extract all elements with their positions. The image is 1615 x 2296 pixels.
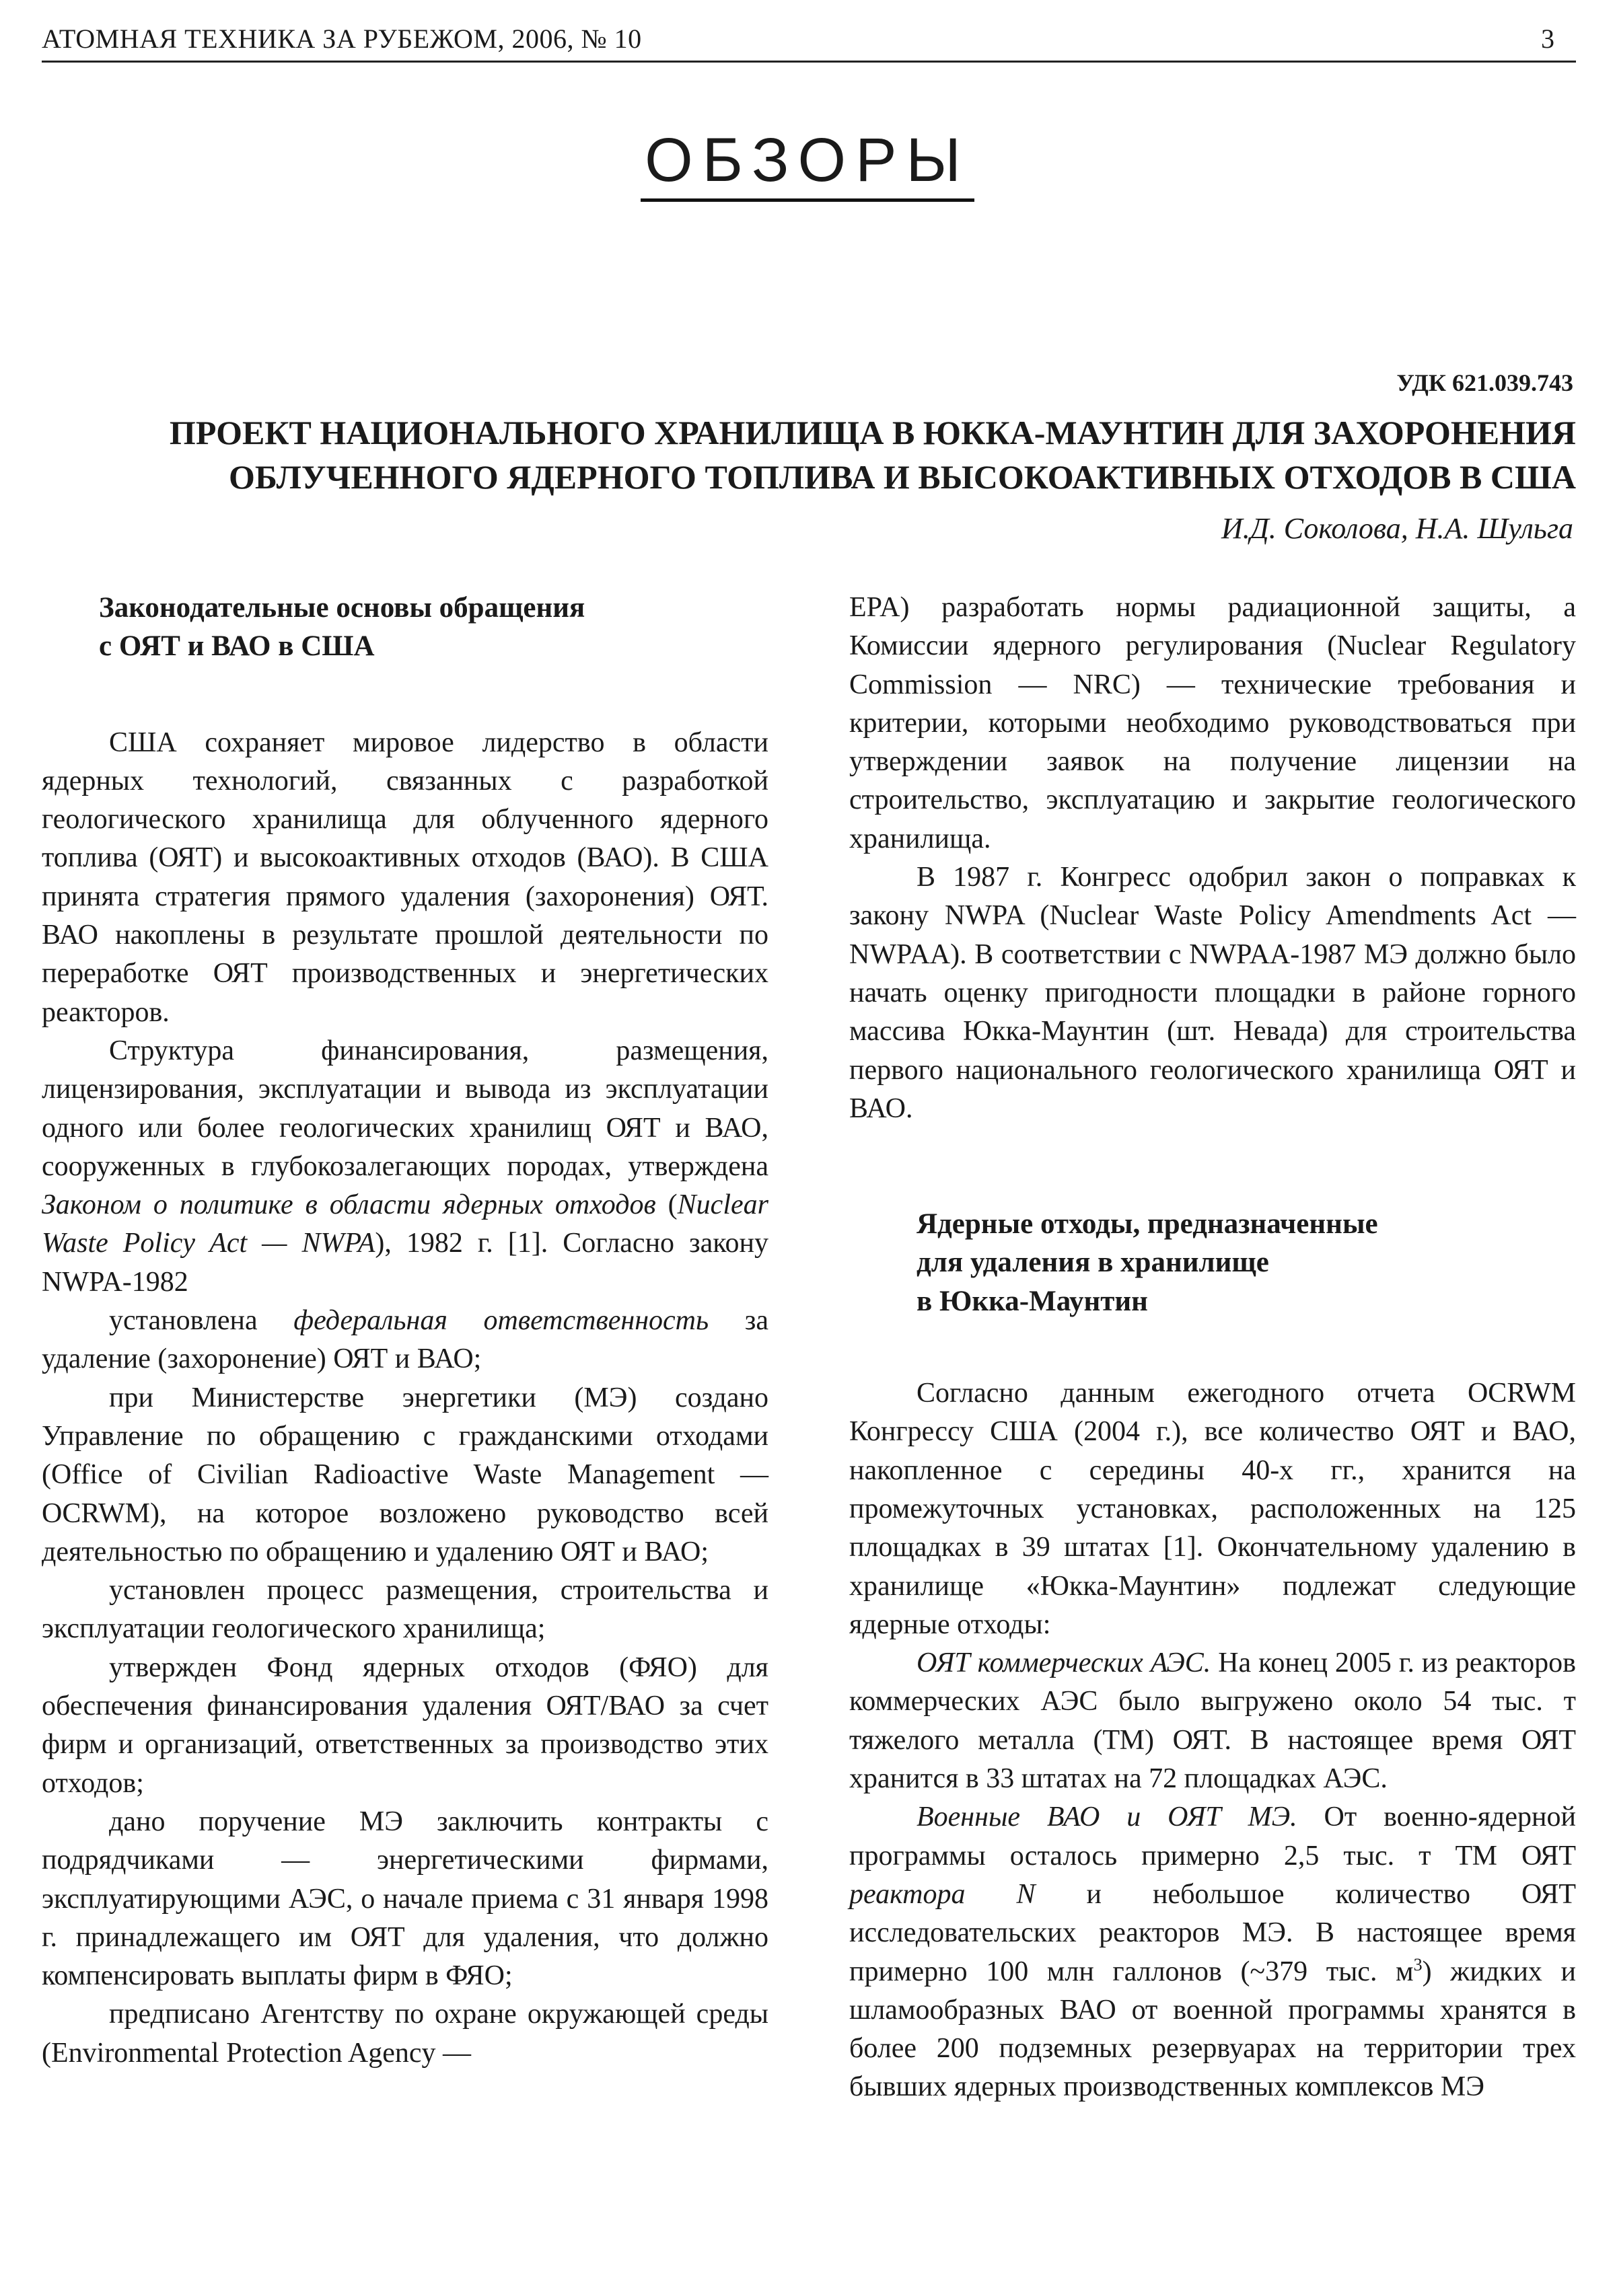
paragraph-military-waste: Военные ВАО и ОЯТ МЭ. От военно-ядерной программы осталось примерно 2,5 тыс. т ТМ ОЯТ реактора N и небольшое количество ОЯТ исследовательских реакторов МЭ. В настоящее время примерно 100 млн галлонов (~379 тыс. $м^3$) жидких и шламообразных ВАО от военной программы хранятся в более 200 подземных резервуарах на территории трех бывших ядерных производственных комплексов МЭ — [849, 1802, 1577, 2103]
article-title-line-1: ПРОЕКТ НАЦИОНАЛЬНОГО ХРАНИЛИЩА В ЮККА-МАУНТИН ДЛЯ ЗАХОРОНЕНИЯ — [169, 414, 1576, 451]
paragraph-nwpa: Структура финансирования, размещения, лицензирования, эксплуатации и вывода из эксплуатации одного или более геологических хранилищ ОЯТ и ВАО, сооруженных в глубокозалегающих породах, утверждена Законом о политике в области ядерных отходов (Nuclear Waste Policy Act — NWPA), 1982 г. [1]. Согласно закону NWPA-1982 — [42, 1035, 768, 1298]
paragraph-epa-continued: EPA) разработать нормы радиационной защиты, а Комиссии ядерного регулирования (Nuclear Regulatory Commission — NRC) — технические требования и критерии, которыми необходимо руководствоваться при утверждении заявок на получение лицензии на строительство, эксплуатацию и закрытие геологического хранилища. — [849, 592, 1576, 854]
page-number: 3 — [1541, 24, 1554, 54]
heading-line: в Юкка-Маунтин — [917, 1285, 1148, 1317]
emphasis: ОЯТ коммерческих АЭС. — [917, 1647, 1211, 1679]
heading-line: с ОЯТ и ВАО в США — [99, 630, 375, 663]
left-column — [42, 589, 768, 2073]
list-item-contracts: дано поручение МЭ заключить контракты с подрядчиками — энергетическими фирмами, эксплуатирующими АЭС, о начале приема с 31 января 1998 г. принадлежащего им ОЯТ для удаления, что должно компенсировать выплаты фирм в ФЯО; — [42, 1806, 768, 1992]
list-item-federal-responsibility: установлена федеральная ответственность за удаление (захоронение) ОЯТ и ВАО; — [42, 1305, 769, 1375]
emphasis: Военные ВАО и ОЯТ МЭ. — [917, 1802, 1297, 1833]
reactor-name: реактора N — [849, 1878, 1036, 1910]
authors: И.Д. Соколова, Н.А. Шульга — [1221, 512, 1573, 545]
header-rule — [42, 61, 1576, 63]
paragraph-ocrwm-report: Согласно данным ежегодного отчета OCRWM Конгрессу США (2004 г.), все количество ОЯТ и ВАО, накопленное с середины 40-х гг., хранится на промежуточных установках, расположенных на 125 площадках в 39 штатах [1]. Окончательному удалению в хранилище «Юкка-Маунтин» подлежат следующие ядерные отходы: — [849, 1378, 1576, 1640]
emphasis: федеральная ответственность — [293, 1305, 709, 1337]
article-title-line-2: ОБЛУЧЕННОГО ЯДЕРНОГО ТОПЛИВА И ВЫСОКОАКТИВНЫХ ОТХОДОВ В США — [228, 458, 1576, 496]
paragraph-commercial-snf: ОЯТ коммерческих АЭС. На конец 2005 г. из реакторов коммерческих АЭС было выгружено около 54 тыс. т тяжелого металла (ТМ) ОЯТ. В настоящее время ОЯТ хранится в 33 штатах на 72 площадках АЭС. — [849, 1647, 1576, 1795]
list-item-epa: предписано Агентству по охране окружающей среды (Environmental Protection Agency — — [42, 1999, 768, 2069]
article-title — [42, 410, 1576, 499]
udk-code: УДК 621.039.743 — [1396, 369, 1573, 396]
journal-title: АТОМНАЯ ТЕХНИКА ЗА РУБЕЖОМ, 2006, № 10 — [42, 24, 642, 54]
list-item-waste-fund: утвержден Фонд ядерных отходов (ФЯО) для обеспечения финансирования удаления ОЯТ/ВАО за счет фирм и организаций, ответственных за производство этих отходов; — [42, 1652, 768, 1799]
superscript: 3 — [1413, 1954, 1423, 1974]
heading-line: для удаления в хранилище — [917, 1247, 1269, 1279]
section-heading-nuclear-waste — [849, 1205, 1576, 1321]
section-heading-legal-basis — [42, 589, 768, 666]
list-item-ocrwm: при Министерстве энергетики (МЭ) создано Управление по обращению с гражданскими отходами (Office of Civilian Radioactive Waste Management — OCRWM), на которое возложено руководство всей деятельностью по обращению и удалению ОЯТ и ВАО; — [42, 1382, 768, 1567]
heading-line: Ядерные отходы, предназначенные — [917, 1208, 1378, 1240]
act-name: Nuclear Waste Policy Act — NWPA — [42, 1189, 768, 1259]
list-item-siting-process: установлен процесс размещения, строительства и эксплуатации геологического хранилища; — [42, 1575, 768, 1645]
section-title — [0, 128, 1615, 202]
running-header — [0, 20, 1615, 67]
law-name: Законом о политике в области ядерных отходов — [42, 1189, 656, 1221]
paragraph-leadership: США сохраняет мировое лидерство в области ядерных технологий, связанных с разработкой геологического хранилища для облученного ядерного топлива (ОЯТ) и высокоактивных отходов (ВАО). В США принята стратегия прямого удаления (захоронения) ОЯТ. ВАО накоплены в результате прошлой деятельности по переработке ОЯТ производственных и энергетических реакторов. — [42, 727, 768, 1028]
right-column — [849, 589, 1576, 2107]
heading-line: Законодательные основы обращения — [99, 592, 585, 624]
section-title-text: ОБЗОРЫ — [641, 128, 974, 202]
paragraph-nwpaa-1987: В 1987 г. Конгресс одобрил закон о поправках к закону NWPA (Nuclear Waste Policy Amendments Act — NWPAA). В соответствии с NWPAA-1987 МЭ должно было начать оценку пригодности площадки в районе горного массива Юкка-Маунтин (шт. Невада) для строительства первого национального геологического хранилища ОЯТ и ВАО. — [849, 862, 1576, 1124]
